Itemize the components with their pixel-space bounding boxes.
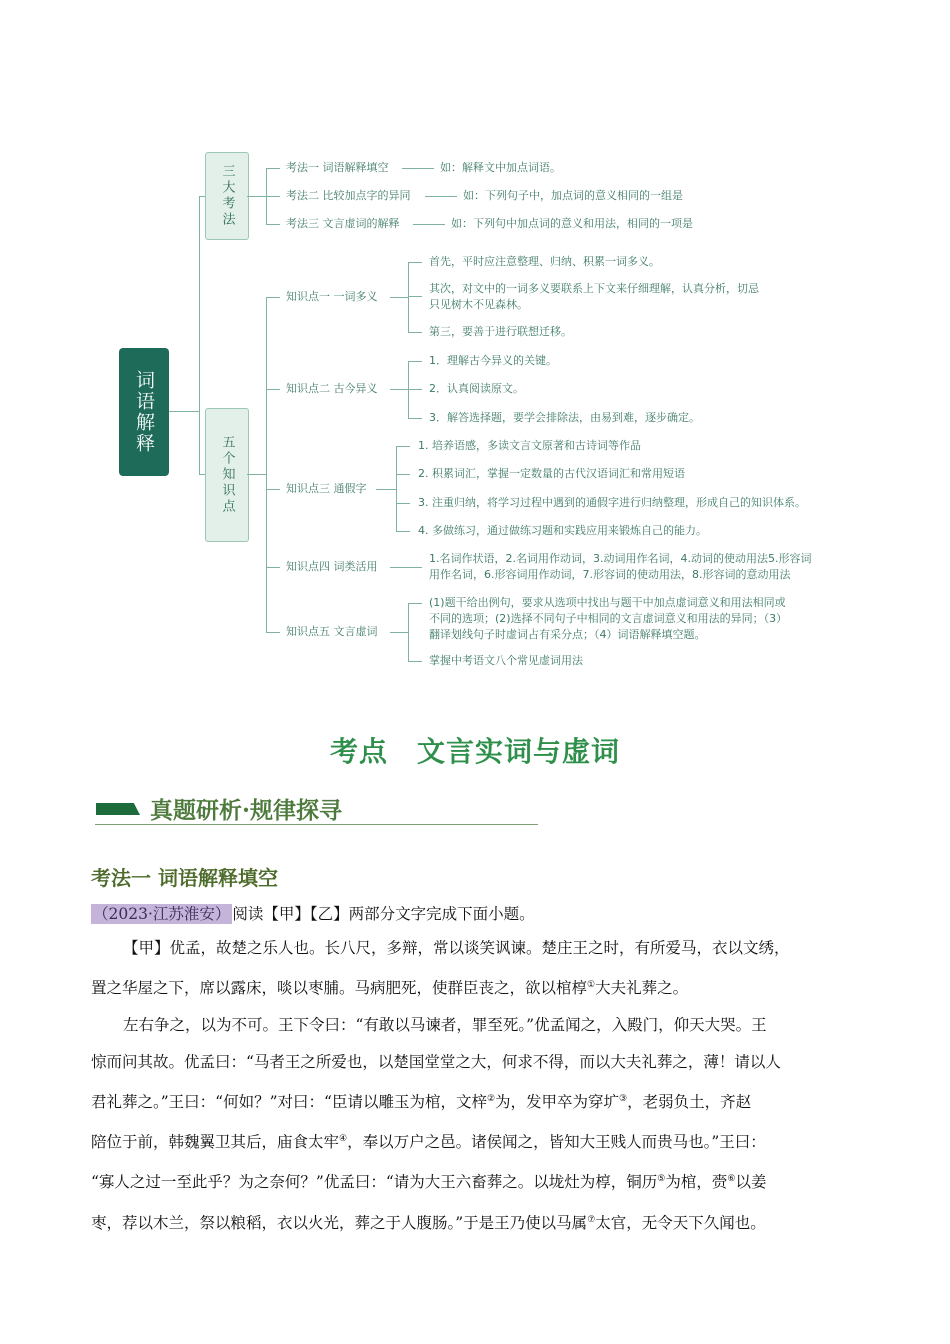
question-intro [91,902,535,924]
passage-line: 置之华屋之下，席以露床，啖以枣脯。马病肥死，使群臣丧之，欲以棺椁①大夫礼葬之。 [91,979,689,998]
instruction: 阅读【甲】【乙】两部分文字完成下面小题。 [232,905,535,923]
method-1-example: 如：解释文中加点词语。 [440,161,561,174]
knowledge-2-label: 知识点二 古今异义 [286,382,378,395]
method-heading: 考法一 词语解释填空 [91,866,278,890]
knowledge-2-item: 2．认真阅读原文。 [429,382,524,395]
source-tag: （2023·江苏淮安） [93,905,231,923]
knowledge-5-item: (1)题干给出例句，要求从选项中找出与题干中加点虚词意义和用法相同或不同的选项；(2)选择不同句子中相同的文言虚词意义和用法的异同；（3）翻译划线句子时虚词占有采分点；（4）词语解释填空题。 [429,596,788,641]
page-title: 考点 文言实词与虚词 [329,735,620,768]
passage [91,930,855,1242]
passage-line: 惊而问其故。优孟曰：“马者王之所爱也，以楚国堂堂之大，何求不得，而以大夫礼葬之，薄！请以人 [91,1053,781,1072]
branch-methods: 三大考法 [205,152,249,240]
passage-line: 陪位于前，韩魏翼卫其后，庙食太牢④，奉以万户之邑。诸侯闻之，皆知大王贱人而贵马也。”王曰： [91,1133,766,1152]
passage-line: 枣，荐以木兰，祭以粮稻，衣以火光，葬之于人腹肠。”于是王乃使以马属⑦太官，无令天下久闻也。 [91,1213,766,1232]
knowledge-4-label: 知识点四 词类活用 [286,560,378,573]
section-bar-decor [96,803,140,815]
method-3-label: 考法三 文言虚词的解释 [286,217,400,230]
knowledge-3-item: 1. 培养语感，多读文言文原著和古诗词等作品 [418,439,641,452]
knowledge-5-item: 掌握中考语文八个常见虚词用法 [429,654,583,667]
passage-line: 君礼葬之。”王曰：“何如？”对曰：“臣请以雕玉为棺，文梓②为，发甲卒为穿圹③，老弱负土，齐赵 [91,1093,752,1112]
passage-line: “寡人之过一至此乎？为之奈何？”优孟曰：“请为大王六畜葬之。以垅灶为椁，铜历⑤为棺，赍⑥以姜 [91,1173,767,1192]
passage-line: 【甲】优孟，故楚之乐人也。长八尺，多辩，常以谈笑讽谏。楚庄王之时，有所爱马，衣以文绣， [123,939,790,957]
passage-line: 左右争之，以为不可。王下令曰：“有敢以马谏者，罪至死。”优孟闻之，入殿门，仰天大哭。王 [123,1016,767,1035]
knowledge-3-item: 3. 注重归纳，将学习过程中遇到的通假字进行归纳整理，形成自己的知识体系。 [418,496,806,509]
method-2-label: 考法二 比较加点字的异同 [286,189,411,202]
knowledge-1-item: 首先，平时应注意整理、归纳、积累一词多义。 [429,255,660,268]
method-1-label: 考法一 词语解释填空 [286,161,389,174]
knowledge-2-item: 1．理解古今异义的关键。 [429,354,557,367]
section-underline [95,824,538,825]
knowledge-3-label: 知识点三 通假字 [286,482,367,495]
knowledge-5-label: 知识点五 文言虚词 [286,625,378,638]
branch-knowledge: 五个知识点 [205,408,249,542]
method-3-example: 如：下列句中加点词的意义和用法，相同的一项是 [451,217,693,230]
knowledge-3-item: 4. 多做练习，通过做练习题和实践应用来锻炼自己的能力。 [418,524,707,537]
method-2-example: 如：下列句子中，加点词的意义相同的一组是 [463,189,683,202]
knowledge-1-item: 第三，要善于进行联想迁移。 [429,325,572,338]
knowledge-3-item: 2. 积累词汇，掌握一定数量的古代汉语词汇和常用短语 [418,467,685,480]
knowledge-4-text: 1.名词作状语，2.名词用作动词，3.动词用作名词，4.动词的使动用法5.形容词用作名词，6.形容词用作动词，7.形容词的使动用法，8.形容词的意动用法 [429,552,812,581]
section-title: 真题研析·规律探寻 [150,797,343,824]
mindmap-root: 词语解释 [119,348,169,476]
knowledge-1-item: 其次，对文中的一词多义要联系上下文来仔细理解，认真分析，切忌只见树木不见森林。 [429,282,759,311]
knowledge-1-label: 知识点一 一词多义 [286,290,378,303]
knowledge-2-item: 3．解答选择题，要学会排除法，由易到难，逐步确定。 [429,411,700,424]
